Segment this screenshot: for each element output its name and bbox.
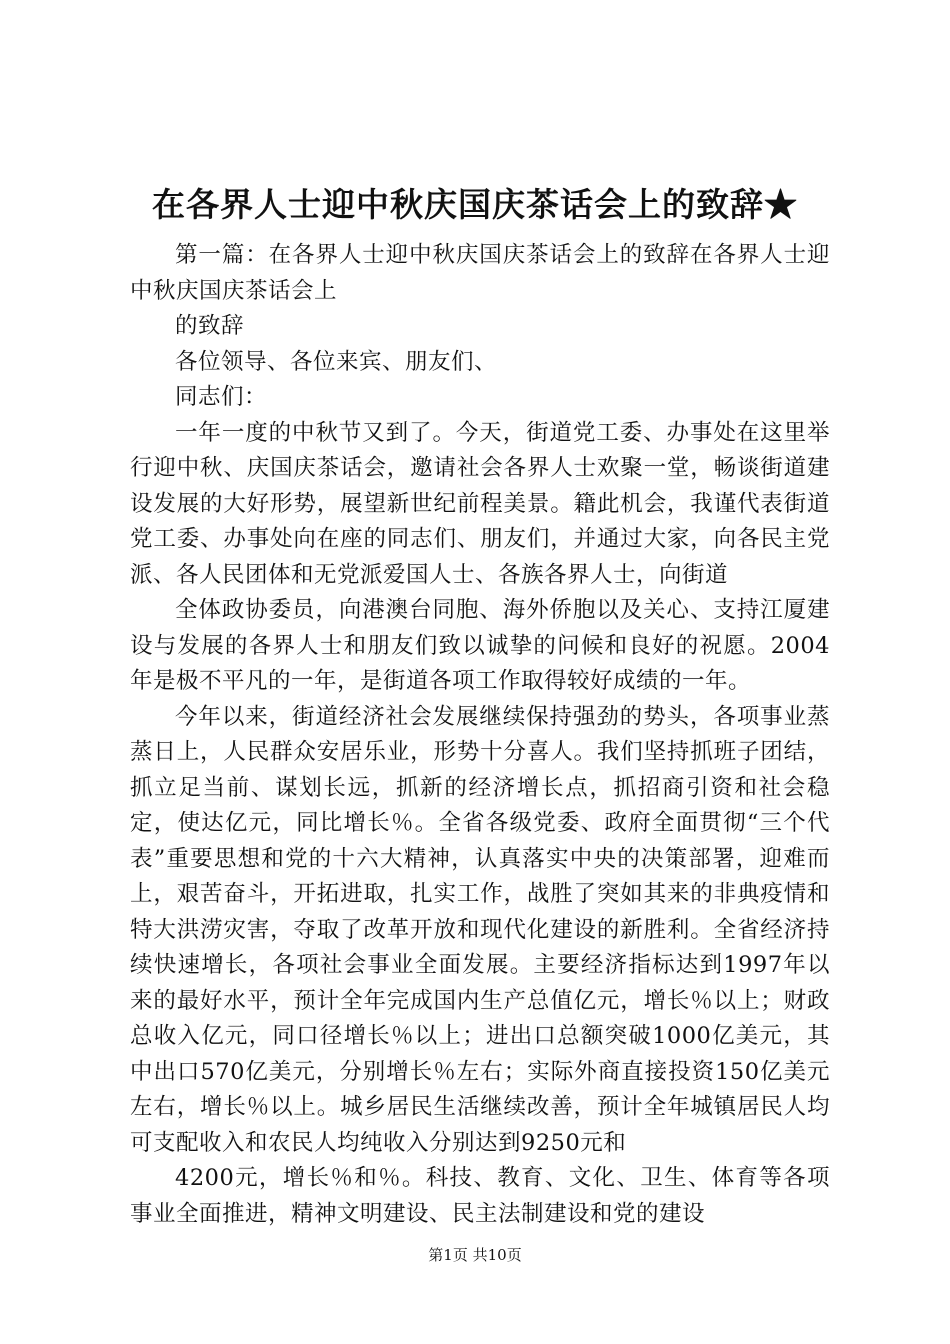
paragraph: 全体政协委员，向港澳台同胞、海外侨胞以及关心、支持江厦建设与发展的各界人士和朋友们致以诚挚的问候和良好的祝愿。2004年是极不平凡的一年，是街道各项工作取得较好成绩的一年。 bbox=[130, 597, 830, 694]
paragraph: 今年以来，街道经济社会发展继续保持强劲的势头，各项事业蒸蒸日上，人民群众安居乐业，形势十分喜人。我们坚持抓班子团结，抓立足当前、谋划长远，抓新的经济增长点，抓招商引资和社会稳定，使达亿元，同比增长％。全省各级党委、政府全面贯彻“三个代表”重要思想和党的十六大精神，认真落实中央的决策部署，迎难而上，艰苦奋斗，开拓进取，扎实工作，战胜了突如其来的非典疫情和特大洪涝灾害，夺取了改革开放和现代化建设的新胜利。全省经济持续快速增长，各项社会事业全面发展。主要经济指标达到1997年以来的最好水平，预计全年完成国内生产总值亿元，增长％以上；财政总收入亿元，同口径增长％以上；进出口总额突破1000亿美元，其中出口570亿美元，分别增长％左右；实际外商直接投资150亿美元左右，增长％以上。城乡居民生活继续改善，预计全年城镇居民人均可支配收入和农民人均纯收入分别达到9250元和 bbox=[130, 703, 830, 1156]
document-body bbox=[130, 238, 830, 1232]
paragraph: 的致辞 bbox=[175, 313, 245, 339]
paragraph: 第一篇：在各界人士迎中秋庆国庆茶话会上的致辞在各界人士迎中秋庆国庆茶话会上 bbox=[130, 242, 830, 304]
paragraph: 同志们： bbox=[175, 384, 268, 410]
document-title: 在各界人士迎中秋庆国庆茶话会上的致辞★ bbox=[152, 185, 798, 224]
paragraph: 各位领导、各位来宾、朋友们、 bbox=[175, 348, 498, 375]
paragraph: 一年一度的中秋节又到了。今天，街道党工委、办事处在这里举行迎中秋、庆国庆茶话会，邀请社会各界人士欢聚一堂，畅谈街道建设发展的大好形势，展望新世纪前程美景。籍此机会，我谨代表街道党工委、办事处向在座的同志们、朋友们，并通过大家，向各民主党派、各人民团体和无党派爱国人士、各族各界人士，向街道 bbox=[130, 419, 830, 588]
page-number-footer: 第1页 共10页 bbox=[428, 1246, 522, 1264]
paragraph: 4200元，增长％和％。科技、教育、文化、卫生、体育等各项事业全面推进，精神文明建设、民主法制建设和党的建设 bbox=[130, 1165, 830, 1227]
